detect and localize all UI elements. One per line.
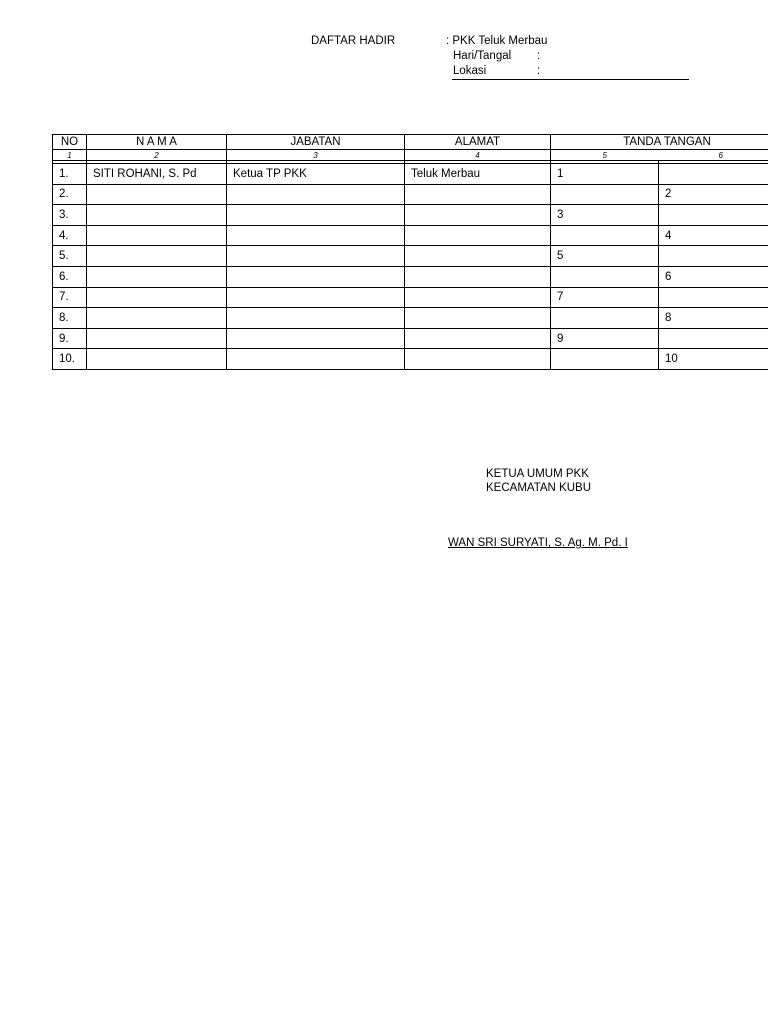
row-number: 8. bbox=[53, 308, 87, 329]
row-number: 3. bbox=[53, 205, 87, 226]
row-signature-left: 5 bbox=[551, 246, 659, 267]
row-jabatan bbox=[227, 225, 405, 246]
row-alamat bbox=[405, 225, 551, 246]
row-jabatan bbox=[227, 266, 405, 287]
table-row bbox=[53, 266, 768, 287]
column-number-row bbox=[53, 150, 768, 161]
table-row bbox=[53, 287, 768, 308]
table-row bbox=[53, 349, 768, 370]
row-alamat bbox=[405, 246, 551, 267]
row-alamat bbox=[405, 184, 551, 205]
attendance-table bbox=[52, 134, 768, 370]
row-alamat bbox=[405, 328, 551, 349]
row-number: 6. bbox=[53, 266, 87, 287]
location-underline bbox=[452, 79, 689, 80]
row-signature-right bbox=[659, 164, 768, 185]
row-signature-right: 8 bbox=[659, 308, 768, 329]
row-signature-right: 10 bbox=[659, 349, 768, 370]
row-signature-right: 6 bbox=[659, 266, 768, 287]
column-number: 3 bbox=[227, 150, 405, 161]
table-row bbox=[53, 308, 768, 329]
row-signature-left bbox=[551, 349, 659, 370]
row-jabatan bbox=[227, 184, 405, 205]
table-row bbox=[53, 205, 768, 226]
row-number: 1. bbox=[53, 164, 87, 185]
day-date-colon: : bbox=[537, 50, 541, 62]
row-nama bbox=[87, 225, 227, 246]
row-jabatan bbox=[227, 205, 405, 226]
header-nama: N A M A bbox=[87, 135, 227, 150]
row-signature-right bbox=[659, 328, 768, 349]
row-signature-right: 4 bbox=[659, 225, 768, 246]
row-alamat bbox=[405, 205, 551, 226]
header-no: NO bbox=[53, 135, 87, 150]
table-row bbox=[53, 164, 768, 185]
row-signature-left bbox=[551, 266, 659, 287]
table-row bbox=[53, 225, 768, 246]
row-alamat bbox=[405, 308, 551, 329]
header-tanda-tangan: TANDA TANGAN bbox=[551, 135, 768, 150]
header-jabatan: JABATAN bbox=[227, 135, 405, 150]
row-number: 9. bbox=[53, 328, 87, 349]
row-signature-left bbox=[551, 308, 659, 329]
signer-name: WAN SRI SURYATI, S. Ag. M. Pd. I bbox=[448, 537, 628, 549]
row-nama bbox=[87, 308, 227, 329]
table-header-row bbox=[53, 135, 768, 150]
column-number: 4 bbox=[405, 150, 551, 161]
row-nama bbox=[87, 246, 227, 267]
row-nama bbox=[87, 349, 227, 370]
row-alamat: Teluk Merbau bbox=[405, 164, 551, 185]
row-jabatan bbox=[227, 287, 405, 308]
row-nama bbox=[87, 287, 227, 308]
row-alamat bbox=[405, 349, 551, 370]
column-number: 5 bbox=[551, 150, 659, 161]
location-colon: : bbox=[537, 65, 541, 77]
table-row bbox=[53, 246, 768, 267]
row-alamat bbox=[405, 287, 551, 308]
column-number: 1 bbox=[53, 150, 87, 161]
row-signature-right bbox=[659, 205, 768, 226]
table-row bbox=[53, 328, 768, 349]
row-jabatan bbox=[227, 246, 405, 267]
row-nama bbox=[87, 184, 227, 205]
column-number: 6 bbox=[659, 150, 768, 161]
row-jabatan bbox=[227, 308, 405, 329]
row-nama bbox=[87, 266, 227, 287]
location-label: Lokasi bbox=[453, 65, 487, 77]
row-signature-left bbox=[551, 225, 659, 246]
row-nama bbox=[87, 328, 227, 349]
document-title: DAFTAR HADIR bbox=[311, 35, 396, 47]
row-signature-left bbox=[551, 184, 659, 205]
row-jabatan bbox=[227, 349, 405, 370]
organization-value: : PKK Teluk Merbau bbox=[446, 35, 548, 47]
row-signature-right bbox=[659, 287, 768, 308]
header-alamat: ALAMAT bbox=[405, 135, 551, 150]
signer-title-line1: KETUA UMUM PKK bbox=[486, 468, 589, 480]
row-nama bbox=[87, 205, 227, 226]
row-signature-left: 9 bbox=[551, 328, 659, 349]
row-signature-left: 1 bbox=[551, 164, 659, 185]
row-nama: SITI ROHANI, S. Pd bbox=[87, 164, 227, 185]
row-number: 7. bbox=[53, 287, 87, 308]
table-row bbox=[53, 184, 768, 205]
row-number: 5. bbox=[53, 246, 87, 267]
row-signature-left: 3 bbox=[551, 205, 659, 226]
row-alamat bbox=[405, 266, 551, 287]
row-signature-right: 2 bbox=[659, 184, 768, 205]
signer-title-line2: KECAMATAN KUBU bbox=[486, 482, 592, 494]
row-jabatan bbox=[227, 328, 405, 349]
column-number: 2 bbox=[87, 150, 227, 161]
row-signature-right bbox=[659, 246, 768, 267]
row-number: 10. bbox=[53, 349, 87, 370]
row-number: 4. bbox=[53, 225, 87, 246]
row-jabatan: Ketua TP PKK bbox=[227, 164, 405, 185]
row-number: 2. bbox=[53, 184, 87, 205]
day-date-label: Hari/Tangal bbox=[453, 50, 512, 62]
row-signature-left: 7 bbox=[551, 287, 659, 308]
